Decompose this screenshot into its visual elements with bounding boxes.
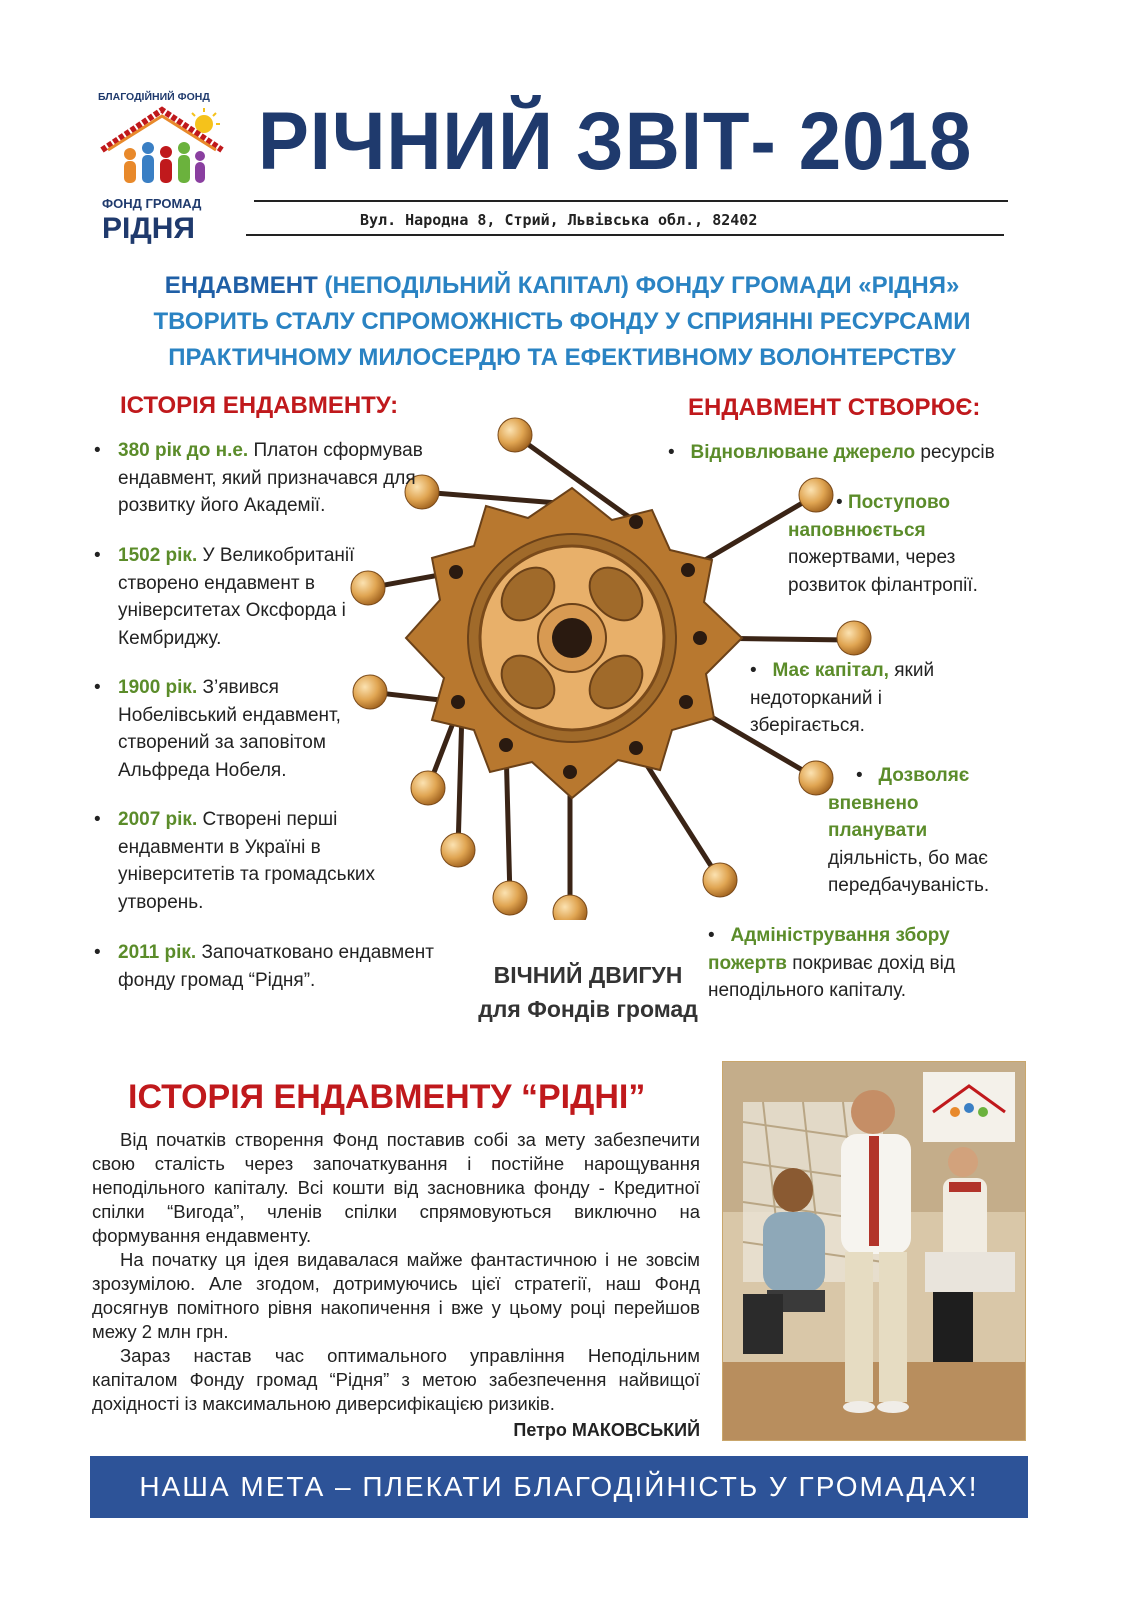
title-rule-bottom — [246, 234, 1004, 236]
history-text: Започатковано ендавмент фонду громад “Рідня”. — [118, 942, 434, 991]
creates-text: ресурсів — [915, 442, 995, 463]
headline-accent: ЕНДАВМЕНТ — [164, 272, 318, 299]
engine-caption-line2: для Фондів громад — [478, 996, 698, 1022]
logo-mid-text: ФОНД ГРОМАД — [102, 196, 202, 211]
history-text: У Великобританії створено ендавмент в університетах Оксфорда і Кембриджу. — [118, 545, 355, 649]
logo-bottom-text: РІДНЯ — [102, 212, 195, 245]
address: Вул. Народна 8, Стрий, Львівська обл., 82402 — [360, 211, 758, 229]
creates-text: діяльність, бо має передбачуваність. — [828, 847, 990, 896]
report-title: РІЧНИЙ ЗВІТ- 2018 — [258, 96, 973, 187]
bullet-icon: • — [94, 942, 101, 963]
history-year: 2007 рік. — [118, 809, 198, 830]
engine-gear — [406, 488, 742, 798]
story-paragraph: Від початків створення Фонд поставив собі за мету забезпечити свою сталість через започаткування і постійне нарощування неподільного капіталу. Всі кошти від засновника фонду - Кредитної спілки “Вигода”, членів спілки спрямовуються виключно на формування ендавменту. — [92, 1129, 700, 1246]
creates-text: який недоторканий і зберігається. — [750, 660, 935, 736]
creates-text: покриває дохід від неподільного капіталу. — [708, 952, 955, 1001]
history-text: З’явився Нобелівський ендавмент, створений за заповітом Альфреда Нобеля. — [118, 677, 341, 781]
creates-item — [668, 439, 1048, 467]
bullet-icon: • — [94, 677, 101, 698]
history-year: 2011 рік. — [118, 942, 197, 963]
bullet-icon: • — [856, 765, 863, 786]
bullet-icon: • — [94, 809, 101, 830]
logo-people-icon — [124, 142, 205, 183]
headline-line1: (НЕПОДІЛЬНИЙ КАПІТАЛ) ФОНДУ ГРОМАДИ «РІДНЯ» — [317, 272, 960, 299]
creates-item — [828, 762, 1013, 900]
bullet-icon: • — [94, 440, 101, 461]
history-item — [94, 674, 384, 784]
history-title: ІСТОРІЯ ЕНДАВМЕНТУ: — [120, 392, 399, 419]
story-paragraph: Зараз настав час оптимального управління Неподільним капіталом Фонду громад “Рідня” з метою забезпечення найвищої дохідності із максимальною диверсифікацією ризиків. — [92, 1345, 700, 1414]
story-body — [92, 1128, 700, 1416]
headline-line2: ТВОРИТЬ СТАЛУ СПРОМОЖНІСТЬ ФОНДУ У СПРИЯННІ РЕСУРСАМИ — [153, 308, 971, 335]
foundation-logo — [92, 86, 242, 246]
creates-lead: Адміністрування збору пожертв — [708, 925, 950, 974]
history-text: Платон сформував ендавмент, який призначався для розвитку його Академії. — [118, 440, 423, 516]
footer-banner: НАША МЕТА – ПЛЕКАТИ БЛАГОДІЙНІСТЬ У ГРОМАДАХ! — [90, 1456, 1028, 1518]
signature: Петро МАКОВСЬКИЙ — [513, 1420, 700, 1440]
bullet-icon: • — [750, 660, 757, 681]
creates-text: пожертвами, через розвиток філантропії. — [788, 547, 978, 596]
history-item — [94, 939, 464, 994]
history-year: 1900 рік. — [118, 677, 198, 698]
history-year: 1502 рік. — [118, 545, 198, 566]
story-paragraph: На початку ця ідея видавалася майже фантастичною і не зовсім зрозумілою. Але згодом, дотримуючись цієї стратегії, наш Фонд досягнув помітного рівня накопичення і вже у цьому році перейшов межу 2 млн грн. — [92, 1249, 700, 1342]
engine-caption — [448, 958, 728, 1026]
headline-line3: ПРАКТИЧНОМУ МИЛОСЕРДЮ ТА ЕФЕКТИВНОМУ ВОЛОНТЕРСТВУ — [168, 344, 956, 371]
history-year: 380 рік до н.е. — [118, 440, 249, 461]
event-photo — [722, 1061, 1026, 1441]
creates-title: ЕНДАВМЕНТ СТВОРЮЄ: — [688, 394, 981, 421]
bullet-icon: • — [94, 545, 101, 566]
creates-item — [750, 657, 950, 740]
creates-item — [708, 922, 998, 1005]
creates-lead: Має капітал, — [772, 660, 889, 681]
history-text: Створені перші ендавменти в Україні в університетів та громадських утворень. — [118, 809, 376, 913]
logo-top-text: БЛАГОДІЙНИЙ ФОНД — [98, 91, 210, 103]
creates-item — [788, 489, 1008, 599]
story-title: ІСТОРІЯ ЕНДАВМЕНТУ “РІДНІ” — [128, 1078, 646, 1116]
bullet-icon: • — [836, 492, 843, 513]
headline — [60, 268, 1064, 376]
title-rule-top — [254, 200, 1008, 202]
history-item — [94, 437, 454, 520]
history-item — [94, 542, 384, 652]
engine-ball-right — [836, 620, 876, 660]
bullet-icon: • — [708, 925, 715, 946]
engine-caption-line1: ВІЧНИЙ ДВИГУН — [493, 962, 683, 988]
history-item — [94, 806, 404, 916]
creates-lead: Дозволяє впевнено планувати — [828, 765, 970, 841]
creates-lead: Поступово наповнюється — [788, 492, 950, 541]
logo-graphic — [92, 86, 242, 246]
creates-lead: Відновлюване джерело — [690, 442, 916, 463]
photo-illustration — [723, 1062, 1025, 1440]
bullet-icon: • — [668, 442, 675, 463]
